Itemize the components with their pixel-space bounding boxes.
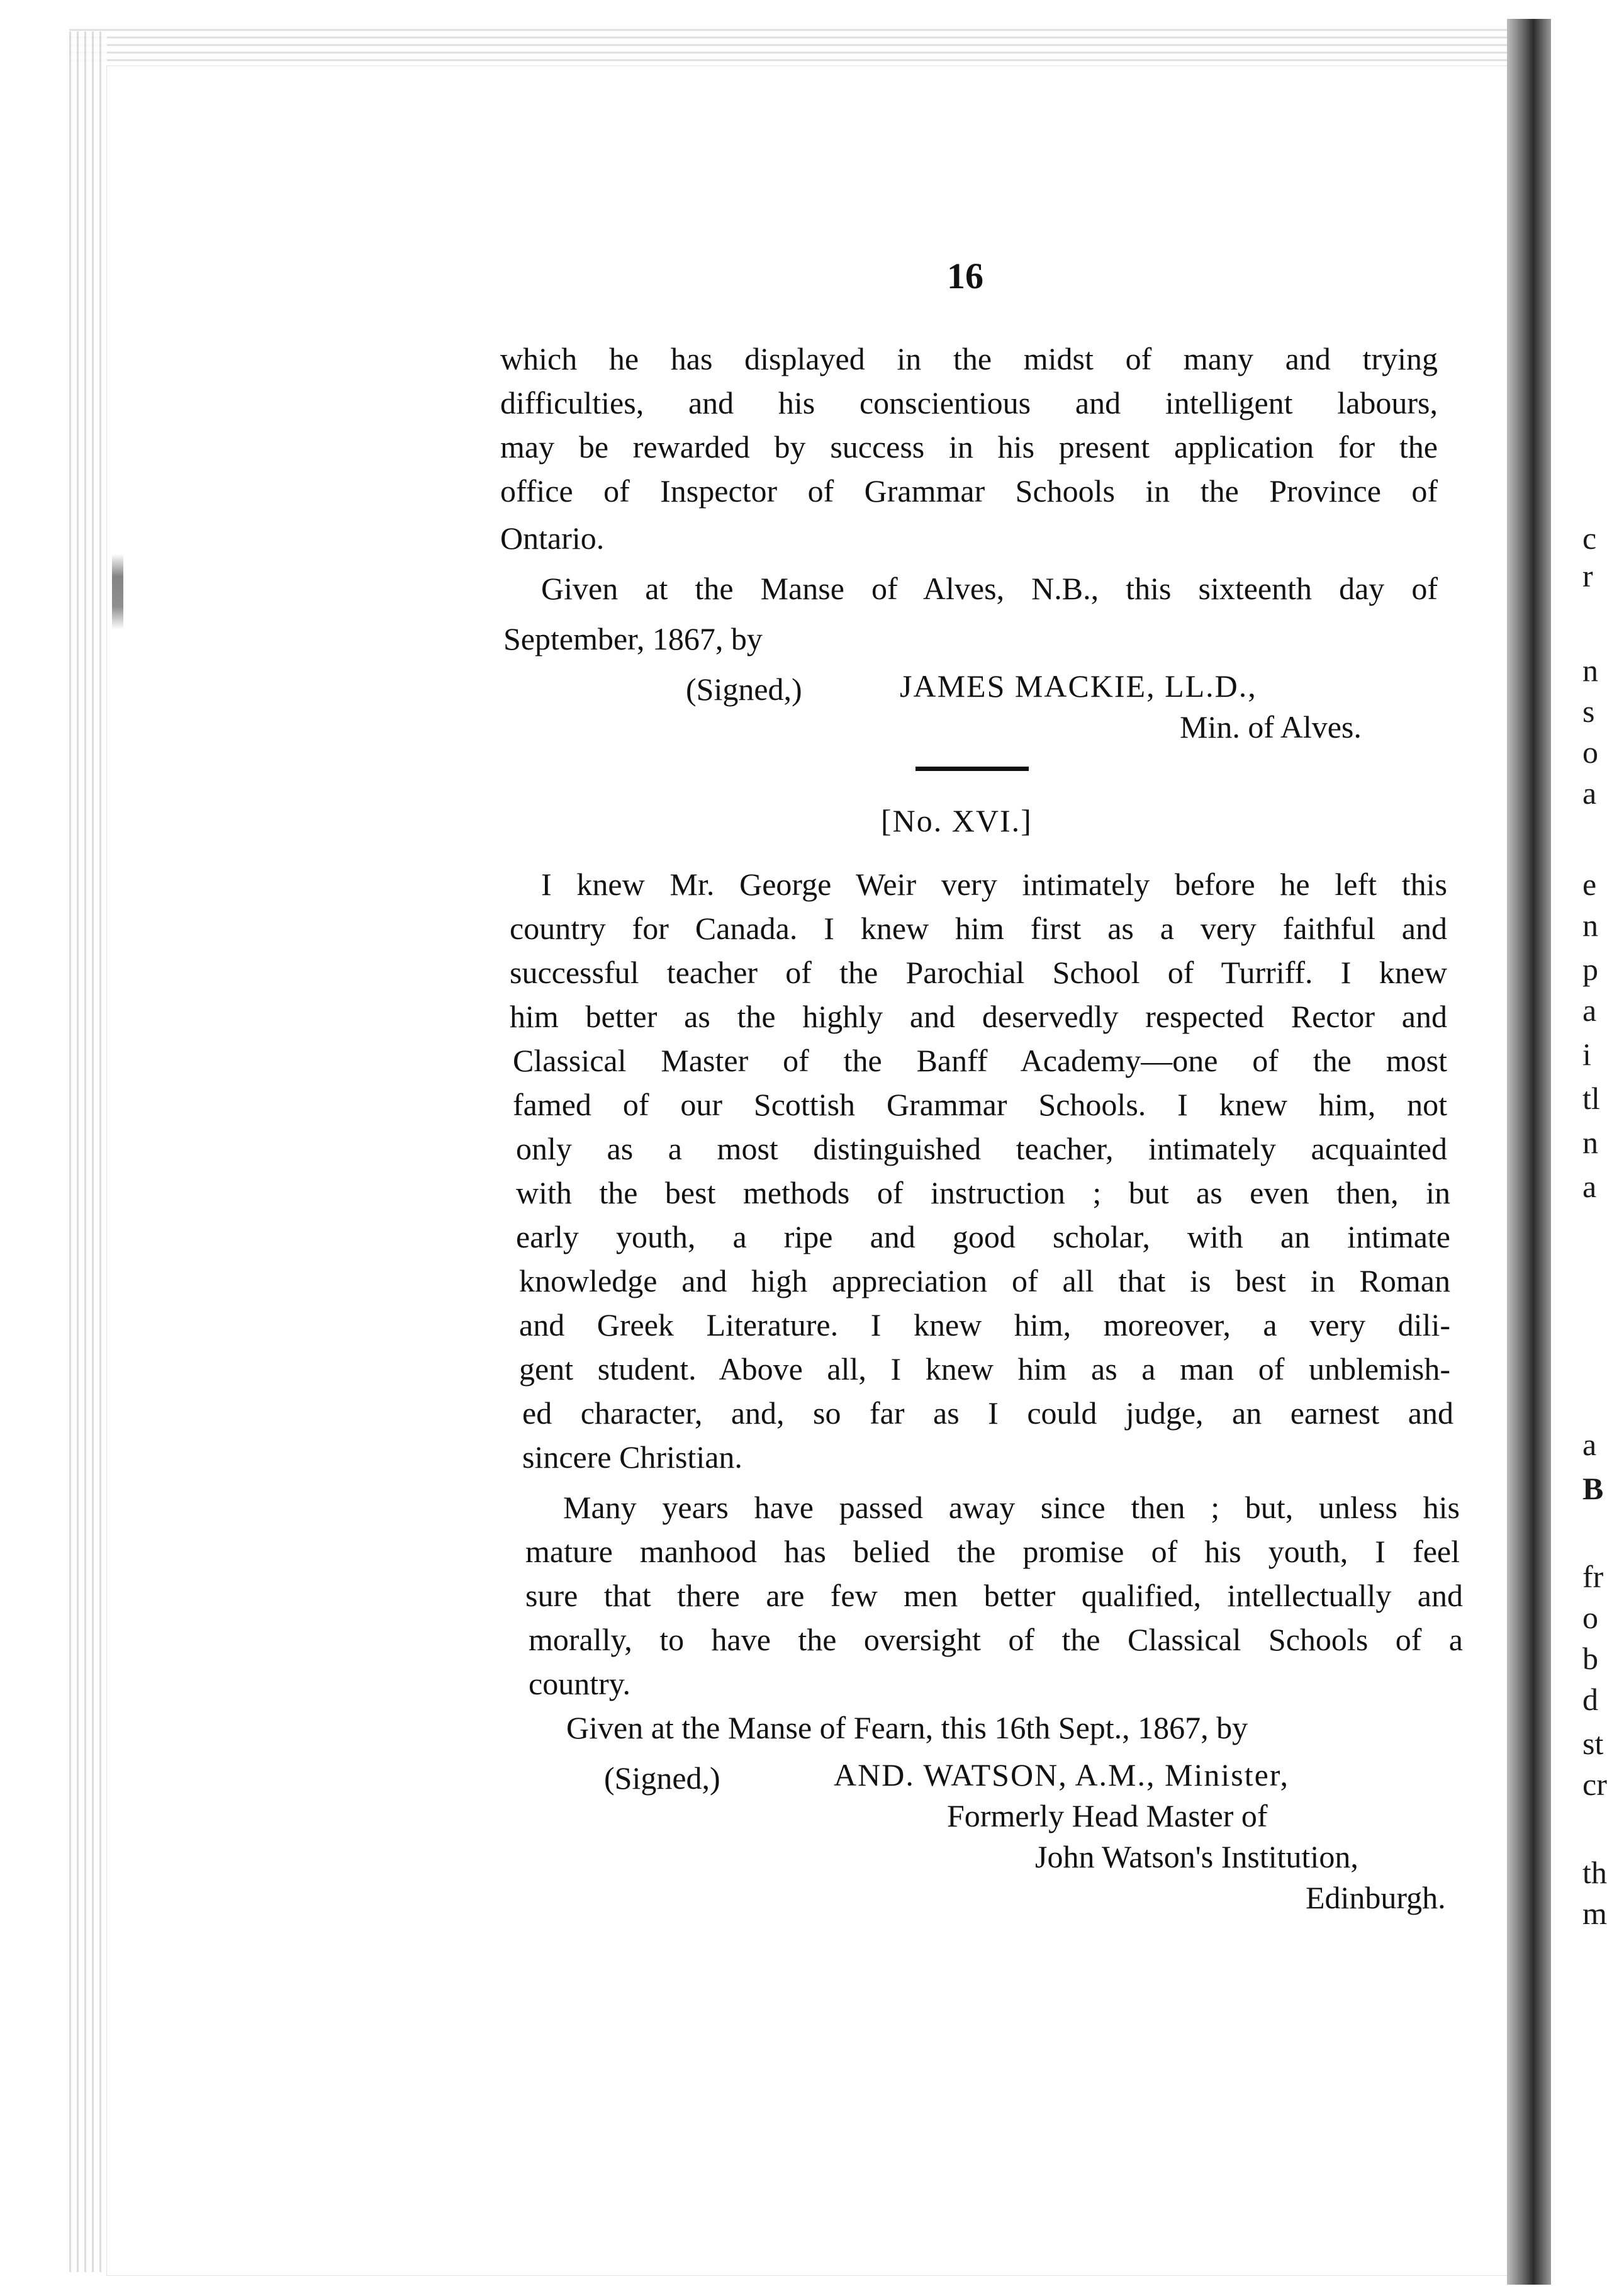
facing-page-fragment: cr [1582,1767,1607,1802]
facing-page-fragment: p [1582,952,1598,987]
facing-page-fragment: a [1582,1169,1597,1204]
body-text-line: with the best methods of instruction ; but as even then, in [516,1175,1450,1210]
facing-page-fragment: th [1582,1855,1607,1890]
body-text-line: early youth, a ripe and good scholar, with an intimate [516,1219,1450,1254]
body-text-line: famed of our Scottish Grammar Schools. I knew him, not [513,1087,1447,1122]
body-text-line: and Greek Literature. I knew him, moreover, a very dili- [519,1307,1450,1342]
body-text-line: country. [529,1666,630,1701]
page-stack-top-edge [69,29,1516,67]
body-text-line: knowledge and high appreciation of all that is best in Roman [519,1263,1450,1298]
signer-name: JAMES MACKIE, LL.D., [900,668,1257,704]
body-text-line: successful teacher of the Parochial School of Turriff. I knew [510,955,1447,990]
body-text-line: difficulties, and his conscientious and intelligent labours, [500,385,1438,420]
body-text-line: morally, to have the oversight of the Classical Schools of a [529,1622,1463,1657]
facing-page-fragment: d [1582,1682,1598,1717]
body-text-line: I knew Mr. George Weir very intimately before he left this [541,867,1447,902]
body-text-line: country for Canada. I knew him first as a very faithful and [510,911,1447,946]
facing-page-fragment: n [1582,1125,1598,1160]
signer-title: Edinburgh. [1306,1880,1446,1915]
body-text-line: him better as the highly and deservedly respected Rector and [510,999,1447,1034]
dateline-text: Given at the Manse of Fearn, this 16th Sept., 1867, by [566,1710,1248,1745]
facing-page-fragment: b [1582,1641,1598,1676]
signer-name: AND. WATSON, A.M., Minister, [834,1757,1289,1792]
facing-page-fragment: o [1582,1600,1598,1635]
facing-page-fragment: c [1582,521,1597,556]
letter-heading: [No. XVI.] [881,803,1033,838]
page-number: 16 [947,256,983,296]
body-text-line: sure that there are few men better qualified, intellectually and [525,1578,1463,1613]
facing-page-fragment: B [1582,1471,1604,1506]
facing-page-fragment: n [1582,908,1598,943]
facing-page-fragment: m [1582,1896,1607,1931]
facing-page-fragment: st [1582,1726,1604,1761]
signed-label: (Signed,) [604,1760,720,1796]
signed-label: (Signed,) [686,672,802,707]
body-text-line: which he has displayed in the midst of many and trying [500,341,1438,376]
body-text-line: mature manhood has belied the promise of his youth, I feel [525,1534,1460,1569]
facing-page-fragment: a [1582,1427,1597,1462]
body-text-line: gent student. Above all, I knew him as a man of unblemish- [519,1351,1450,1387]
body-text-line: Classical Master of the Banff Academy—one of the most [513,1043,1447,1078]
facing-page-fragment: n [1582,653,1598,688]
facing-page-fragment: i [1582,1037,1591,1072]
facing-page-fragment: e [1582,867,1597,902]
body-text-line: Ontario. [500,521,605,556]
body-text-line: only as a most distinguished teacher, intimately acquainted [516,1131,1447,1166]
body-text-line: ed character, and, so far as I could judge, an earnest and [522,1395,1453,1431]
signer-title: John Watson's Institution, [1035,1839,1358,1874]
page-stack-left-edge [69,31,107,2272]
facing-page-fragment: a [1582,775,1597,811]
facing-page-fragment: fr [1582,1559,1604,1594]
body-text-line: Many years have passed away since then ; but, unless his [563,1490,1460,1525]
section-divider [915,767,1029,771]
scan-mark [112,554,123,629]
body-text-line: may be rewarded by success in his present application for the [500,429,1438,464]
facing-page-edge [1551,13,1607,2296]
facing-page-fragment: a [1582,993,1597,1028]
facing-page-fragment: tl [1582,1081,1600,1116]
facing-page-fragment: o [1582,734,1598,770]
book-gutter [1507,19,1551,2285]
dateline-text: Given at the Manse of Alves, N.B., this sixteenth day of [541,571,1438,606]
body-text-line: office of Inspector of Grammar Schools in the Province of [500,473,1438,509]
body-text-line: sincere Christian. [522,1439,742,1475]
signer-title: Formerly Head Master of [947,1798,1268,1833]
signer-title: Min. of Alves. [1180,709,1362,745]
facing-page-fragment: s [1582,694,1595,729]
facing-page-fragment: r [1582,558,1593,594]
dateline-text: September, 1867, by [503,621,763,656]
